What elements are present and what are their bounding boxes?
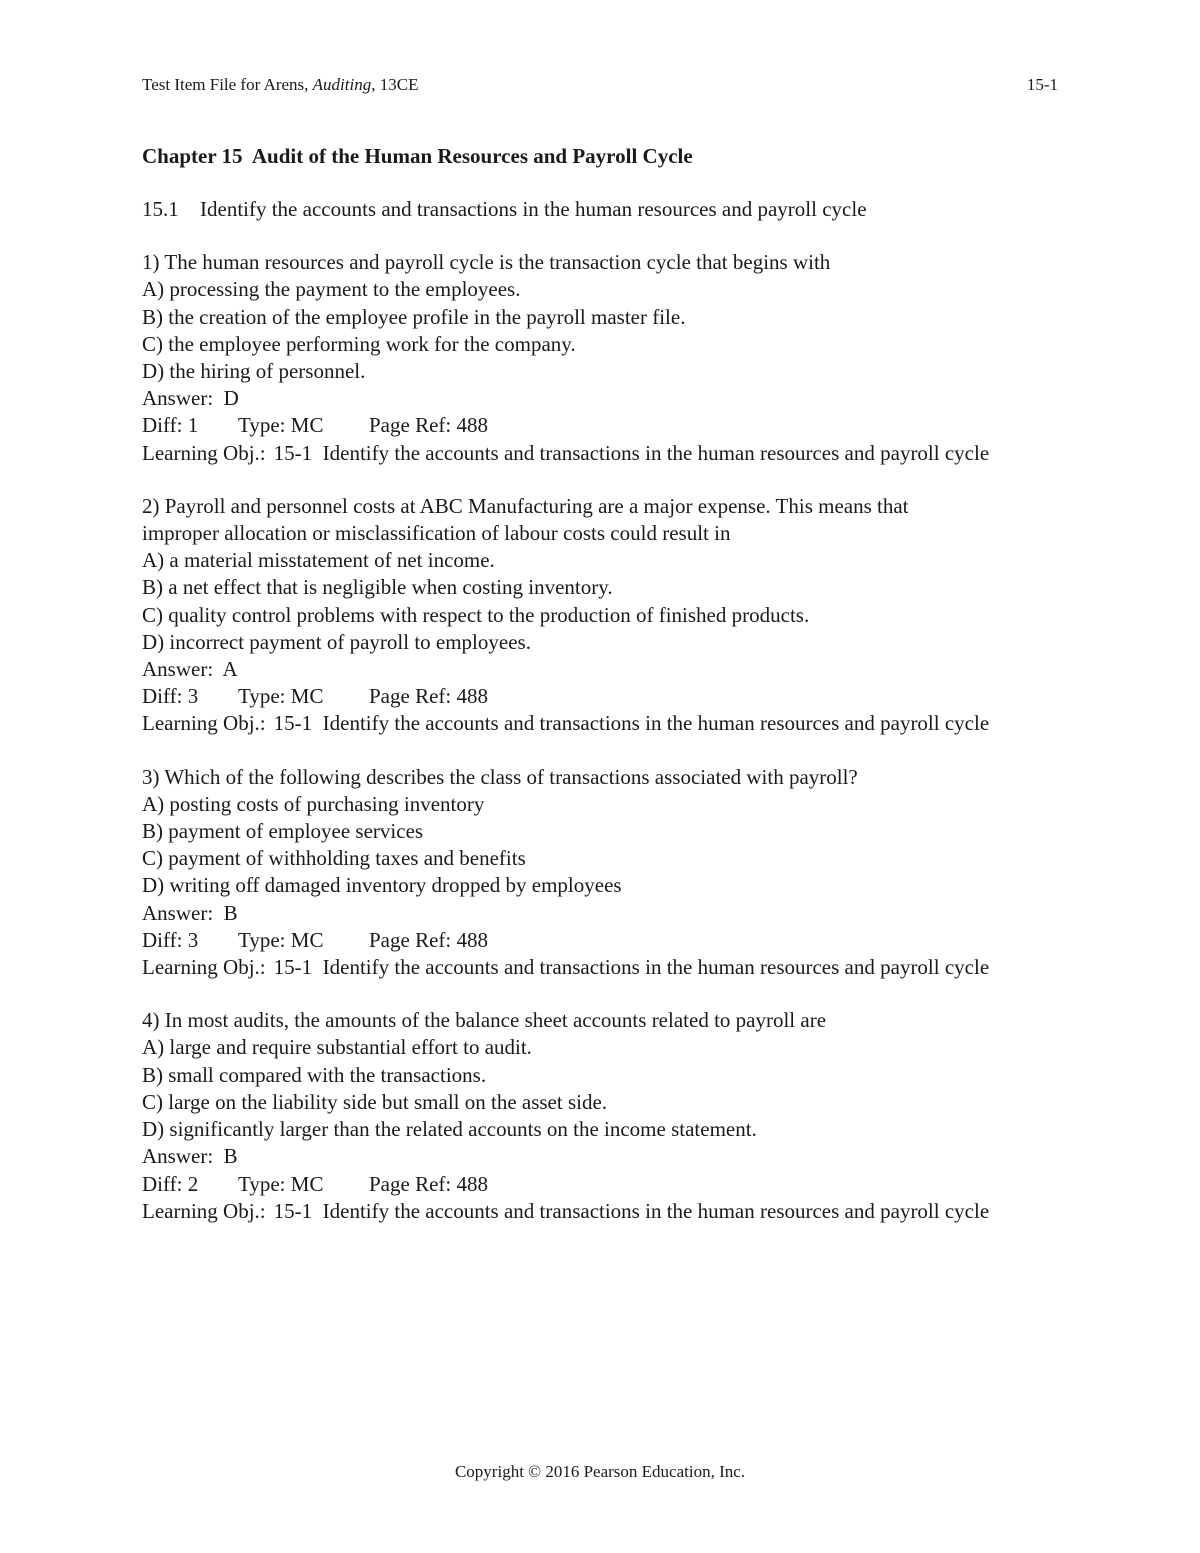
answer-key: Answer: A bbox=[142, 657, 238, 682]
answer-key: Answer: D bbox=[142, 386, 239, 411]
question-1 bbox=[142, 249, 1058, 467]
question-type: Type: MC bbox=[238, 413, 324, 438]
learning-objective-text: 15-1 Identify the accounts and transactions in the human resources and payroll cycle bbox=[273, 955, 990, 980]
difficulty: Diff: 3 bbox=[142, 927, 199, 952]
question-meta bbox=[142, 683, 1058, 710]
answer-option: A) a material misstatement of net income. bbox=[142, 548, 495, 573]
question-type: Type: MC bbox=[238, 927, 324, 952]
learning-objective-text: 15-1 Identify the accounts and transactions in the human resources and payroll cycle bbox=[273, 711, 990, 736]
answer-option: B) payment of employee services bbox=[142, 819, 424, 844]
answer-option: C) large on the liability side but small on the asset side. bbox=[142, 1089, 608, 1114]
answer-option: A) large and require substantial effort to audit. bbox=[142, 1035, 532, 1060]
question-meta bbox=[142, 412, 1058, 439]
learning-objective bbox=[142, 954, 1058, 981]
learning-objective-label: Learning Obj.: bbox=[142, 955, 266, 980]
learning-objective-label: Learning Obj.: bbox=[142, 1198, 266, 1223]
question-stem: 2) Payroll and personnel costs at ABC Manufacturing are a major expense. This means that bbox=[142, 493, 909, 518]
section-heading bbox=[142, 196, 1058, 223]
header-title-italic: Auditing bbox=[312, 75, 372, 94]
chapter-title: Chapter 15 Audit of the Human Resources and Payroll Cycle bbox=[142, 144, 693, 168]
answer-option: B) the creation of the employee profile in the payroll master file. bbox=[142, 304, 686, 329]
answer-option: A) posting costs of purchasing inventory bbox=[142, 791, 485, 816]
question-meta bbox=[142, 927, 1058, 954]
question-list bbox=[142, 249, 1058, 1225]
answer-option: C) payment of withholding taxes and benefits bbox=[142, 846, 526, 871]
difficulty: Diff: 3 bbox=[142, 684, 199, 709]
learning-objective bbox=[142, 710, 1058, 737]
header-prefix: Test Item File for Arens, bbox=[142, 75, 313, 94]
question-stem: improper allocation or misclassification of labour costs could result in bbox=[142, 521, 731, 546]
learning-objective bbox=[142, 440, 1058, 467]
question-stem: 4) In most audits, the amounts of the balance sheet accounts related to payroll are bbox=[142, 1008, 827, 1033]
learning-objective bbox=[142, 1198, 1058, 1225]
question-3 bbox=[142, 764, 1058, 982]
answer-option: D) the hiring of personnel. bbox=[142, 359, 366, 384]
page-reference: Page Ref: 488 bbox=[369, 927, 488, 952]
header-page-number: 15-1 bbox=[1026, 75, 1058, 94]
question-4 bbox=[142, 1007, 1058, 1225]
answer-option: D) significantly larger than the related accounts on the income statement. bbox=[142, 1117, 757, 1142]
question-type: Type: MC bbox=[238, 684, 324, 709]
answer-option: D) writing off damaged inventory dropped by employees bbox=[142, 873, 622, 898]
header-suffix: , 13CE bbox=[371, 75, 419, 94]
answer-key: Answer: B bbox=[142, 900, 238, 925]
question-stem: 3) Which of the following describes the class of transactions associated with payroll? bbox=[142, 764, 858, 789]
answer-option: C) quality control problems with respect to the production of finished products. bbox=[142, 602, 810, 627]
learning-objective-text: 15-1 Identify the accounts and transactions in the human resources and payroll cycle bbox=[273, 1198, 990, 1223]
learning-objective-label: Learning Obj.: bbox=[142, 440, 266, 465]
question-type: Type: MC bbox=[238, 1171, 324, 1196]
answer-option: B) small compared with the transactions. bbox=[142, 1062, 487, 1087]
page-content bbox=[142, 142, 1058, 1251]
page-footer: Copyright © 2016 Pearson Education, Inc. bbox=[454, 1462, 746, 1481]
answer-key: Answer: B bbox=[142, 1144, 238, 1169]
page-reference: Page Ref: 488 bbox=[369, 413, 488, 438]
answer-option: C) the employee performing work for the company. bbox=[142, 331, 576, 356]
difficulty: Diff: 2 bbox=[142, 1171, 199, 1196]
page-reference: Page Ref: 488 bbox=[369, 684, 488, 709]
answer-option: D) incorrect payment of payroll to employees. bbox=[142, 629, 531, 654]
question-meta bbox=[142, 1171, 1058, 1198]
learning-objective-text: 15-1 Identify the accounts and transactions in the human resources and payroll cycle bbox=[273, 440, 990, 465]
section-title: Identify the accounts and transactions in the human resources and payroll cycle bbox=[200, 197, 867, 221]
question-2 bbox=[142, 493, 1058, 738]
page-header bbox=[142, 73, 1058, 97]
question-stem: 1) The human resources and payroll cycle is the transaction cycle that begins with bbox=[142, 250, 831, 275]
difficulty: Diff: 1 bbox=[142, 413, 199, 438]
answer-option: B) a net effect that is negligible when costing inventory. bbox=[142, 575, 613, 600]
section-number: 15.1 bbox=[142, 197, 179, 221]
header-book-title bbox=[142, 73, 418, 97]
learning-objective-label: Learning Obj.: bbox=[142, 711, 266, 736]
page-reference: Page Ref: 488 bbox=[369, 1171, 488, 1196]
answer-option: A) processing the payment to the employees. bbox=[142, 277, 521, 302]
